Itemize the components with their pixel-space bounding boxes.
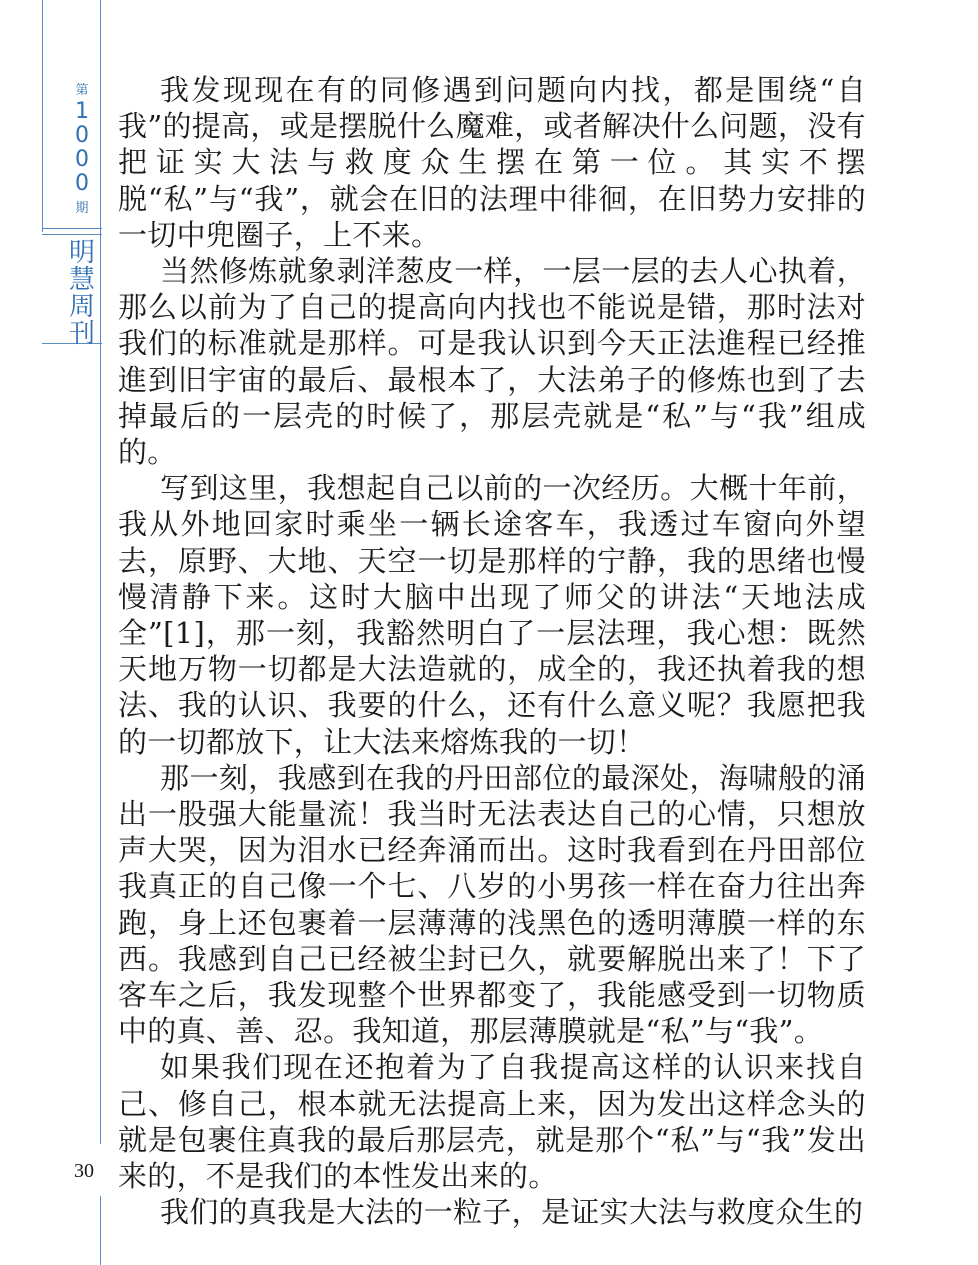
article-body	[118, 72, 866, 1231]
issue-suffix: 期	[75, 201, 89, 216]
journal-name	[62, 240, 102, 348]
paragraph: 我们的真我是大法的一粒子，是证实大法与救度众生的	[160, 1195, 864, 1230]
journal-char: 慧	[68, 265, 95, 295]
issue-digit: 0	[75, 147, 89, 172]
paragraph: 写到这里，我想起自己以前的一次经历。大概十年前，我从外地回家时乘坐一辆长途客车，我透过车窗向外望去，原野、大地、天空一切是那样的宁静，我的思绪也慢慢清静下来。这时大脑中出现了师父的讲法“天地法成全”[1]，那一刻，我豁然明白了一层法理，我心想：既然天地万物一切都是大法造就的，成全的，我还执着我的想法、我的认识、我要的什么，还有什么意义呢？我愿把我的一切都放下，让大法来熔炼我的一切！	[118, 471, 866, 759]
journal-char: 明	[68, 238, 95, 268]
frame-divider-top	[42, 228, 102, 229]
paragraph: 如果我们现在还抱着为了自我提高这样的认识来找自己、修自己，根本就无法提高上来，因为发出这样念头的就是包裹住真我的最后那层壳，就是那个“私”与“我”发出来的，不是我们的本性发出来的。	[118, 1050, 866, 1194]
issue-digit: 0	[75, 171, 89, 196]
paragraph: 我发现现在有的同修遇到问题向内找，都是围绕“自我”的提高，或是摆脱什么魔难，或者解决什么问题，没有把证实大法与救度众生摆在第一位。其实不摆脱“私”与“我”，就会在旧的法理中徘徊，在旧势力安排的一切中兜圈子，上不来。	[118, 73, 866, 252]
issue-number	[62, 82, 102, 218]
frame-line-vertical	[42, 0, 43, 232]
page-number: 30	[74, 1160, 94, 1182]
issue-digit: 0	[75, 123, 89, 148]
issue-prefix: 第	[75, 83, 89, 98]
journal-char: 周	[68, 292, 95, 322]
paragraph: 那一刻，我感到在我的丹田部位的最深处，海啸般的涌出一股强大能量流！我当时无法表达自己的心情，只想放声大哭，因为泪水已经奔涌而出。这时我看到在丹田部位我真正的自己像一个七、八岁的小男孩一样在奋力往出奔跑，身上还包裹着一层薄薄的浅黑色的透明薄膜一样的东西。我感到自己已经被尘封已久，就要解脱出来了！下了客车之后，我发现整个世界都变了，我能感受到一切物质中的真、善、忍。我知道，那层薄膜就是“私”与“我”。	[118, 760, 866, 1049]
journal-char: 刊	[68, 319, 95, 349]
frame-divider-bottom	[42, 234, 102, 235]
margin-rule-gap	[96, 1144, 106, 1196]
paragraph: 当然修炼就象剥洋葱皮一样，一层一层的去人心执着，那么以前为了自己的提高向内找也不能说是错，那时法对我们的标准就是那样。可是我认识到今天正法進程已经推進到旧宇宙的最后、最根本了，大法弟子的修炼也到了去掉最后的一层壳的时候了，那层壳就是“私”与“我”组成的。	[118, 254, 866, 470]
issue-digit: 1	[75, 99, 89, 124]
